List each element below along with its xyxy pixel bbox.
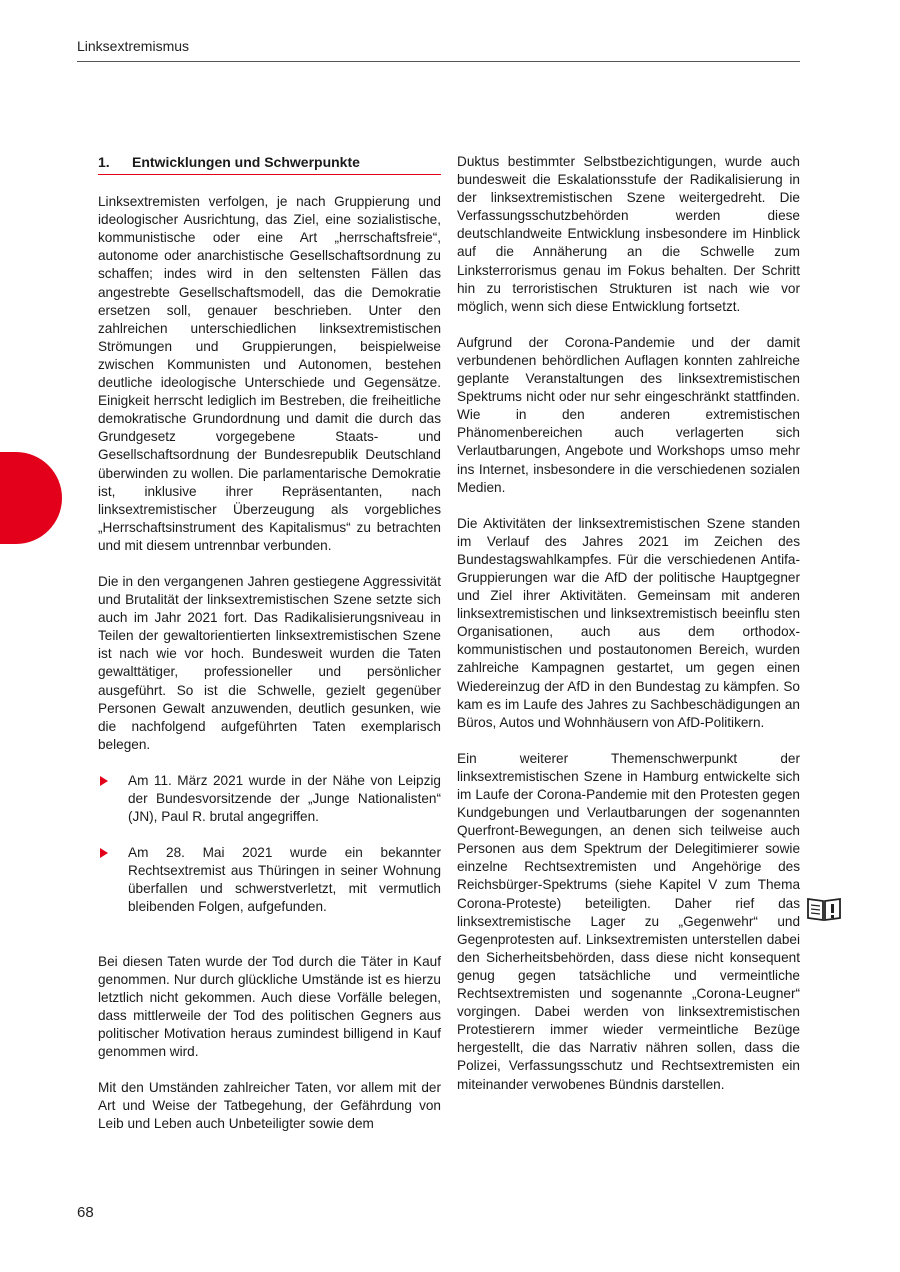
paragraph: Aufgrund der Corona-Pandemie und der damit verbundenen behördlichen Auflagen konnten zahlreiche geplante Veranstaltungen des linksextremistischen Spektrums nicht oder nur sehr eingeschränkt stattfinden. Wie in den anderen extremistischen Phänomenbereichen auch verlagerten sich Verlautbarungen, Angebote und Workshops umso mehr ins Internet, insbesondere in die verschiedenen sozialen Medien. (457, 334, 800, 495)
paragraph: Die in den vergangenen Jahren gestiegene Aggressivität und Brutalität der linksextremistischen Szene setzte sich auch im Jahr 2021 fort. Das Radikalisierungsniveau in Teilen der gewaltorientierten linksextremistischen Szene ist nach wie vor hoch. Bundesweit wurden die Taten gewalttätiger, professioneller und persönlicher ausgeführt. So ist die Schwelle, gezielt gegenüber Personen Gewalt anzuwenden, deutlich gesunken, wie die nachfolgend aufgeführten Taten exemplarisch belegen. (98, 573, 441, 752)
paragraph: Die Aktivitäten der linksextremistischen Szene standen im Verlauf des Jahres 2021 im Zeichen des Bundestagswahlkampfes. Für die verschiedenen Antifa-Gruppierungen war die AfD der politische Hauptgegner und Ziel ihrer Aktivitäten. Gemeinsam mit anderen linksextremistischen und linksextremistisch beeinflu sten Organisationen, auch aus dem orthodox-kommunistischen und postautonomen Bereich, wurden zahlreiche Kampagnen gestartet, um gegen einen Wiedereinzug der AfD in den Bundestag zu kämpfen. So kam es im Laufe des Jahres zu Sachbeschädigungen an Büros, Autos und Wohnhäusern von AfD-Politikern. (457, 515, 800, 730)
left-column (98, 153, 441, 1151)
list-item (98, 772, 441, 826)
paragraph: Duktus bestimmter Selbstbezichtigungen, wurde auch bundesweit die Eskalationsstufe der Radikalisierung in der linksextremistischen Szene weitergedreht. Die Verfassungsschutzbehörden werden diese deutschlandweite Entwicklung insbesondere im Hinblick auf die Annäherung an die Schwelle zum Linksterrorismus genau im Fokus behalten. Der Schritt hin zu terroristischen Strukturen ist nach wie vor möglich, wenn sich diese Entwicklung fortsetzt. (457, 154, 800, 314)
paragraph: Mit den Umständen zahlreicher Taten, vor allem mit der Art und Weise der Tatbegehung, der Gefährdung von Leib und Leben auch Unbeteiligter sowie dem (98, 1080, 441, 1132)
list-item (98, 844, 441, 916)
section-title: Entwicklungen und Schwerpunkte (132, 154, 360, 170)
paragraph: Linksextremisten verfolgen, je nach Gruppierung und ideologischer Ausrichtung, das Ziel, eine sozialistische, kommunistische oder eine Art „herrschaftsfreie“, autonome oder anarchistische Gesellschaftsordnung zu schaffen; indes wird in den seltensten Fällen das angestrebte Gesellschaftsmodell, das die Demokratie ersetzen soll, genauer beschrieben. Unter den zahlreichen unterschiedlichen linksextremistischen Strömungen und Gruppierungen, beispielweise zwischen Kommunisten und Autonomen, bestehen deutliche ideologische Unterschiede und Gegensätze. Einigkeit herrscht lediglich im Bestreben, die freiheitliche demokratische Grundordnung und damit die durch das Grundgesetz vorgegebene Staats- und Gesellschaftsordnung der Bundesrepublik Deutschland überwinden zu wollen. Die parlamentarische Demokratie ist, inklusive ihrer Repräsentanten, nach linksextremistischer Überzeugung als vorgebliches „Herrschaftsinstrument des Kapitalismus“ zu betrachten und mit diesem untrennbar verbunden. (98, 194, 441, 553)
page-number: 68 (77, 1204, 94, 1221)
running-header: Linksextremismus (77, 38, 190, 54)
paragraph: Bei diesen Taten wurde der Tod durch die Täter in Kauf genommen. Nur durch glückliche Umstände ist es hierzu letztlich nicht gekommen. Auch diese Vorfälle belegen, dass mittlerweile der Tod des politischen Gegners aus politischer Motivation heraus zumindest billigend in Kauf genommen wird. (98, 953, 441, 1060)
list-item-text: Am 28. Mai 2021 wurde ein bekannter Rechtsextremist aus Thüringen in seiner Wohnung überfallen und schwerstverletzt, mit vermutlich bleibenden Folgen, aufgefunden. (128, 845, 441, 915)
right-column (457, 153, 800, 1112)
list-item-text: Am 11. März 2021 wurde in der Nähe von Leipzig der Bundesvorsitzende der „Junge Nationalisten“ (JN), Paul R. brutal angegriffen. (128, 772, 441, 825)
bullet-triangle-icon (100, 776, 108, 786)
section-heading (98, 153, 441, 175)
section-number: 1. (98, 154, 110, 170)
paragraph: Ein weiterer Themenschwerpunkt der linksextremistischen Szene in Hamburg entwickelte sich im Laufe der Corona-Pandemie mit den Protesten gegen Kundgebungen und Verlautbarungen der sogenannten Querfront-Bewegungen, an denen sich teilweise auch Personen aus dem Spektrum der Delegitimierer sowie einzelne Rechtsextremisten und Angehörige des Reichsbürger-Spektrums (siehe Kapitel V zum Thema Corona-Proteste) beteiligten. Daher rief das linksextremistische Lager zu „Gegenwehr“ und Gegenprotesten auf. Linksextremisten unterstellen dabei den Sicherheitsbehörden, dass diese nicht konsequent genug gegen tatsächliche und vermeintliche Rechtsextremisten und sogenannte „Corona-Leugner“ vorgingen. Dabei werden von linksextremistischen Protestierern immer wieder vermeintliche Bezüge hergestellt, die das Narrativ nähren sollen, dass die Polizei, Verfassungsschutz und Rechtsextremisten ein miteinander verwobenes Bündnis darstellen. (457, 750, 800, 1092)
chapter-tab-marker (0, 452, 62, 544)
incident-list (98, 772, 441, 917)
header-divider (77, 61, 800, 62)
bullet-triangle-icon (100, 848, 108, 858)
book-exclamation-icon (806, 896, 842, 922)
